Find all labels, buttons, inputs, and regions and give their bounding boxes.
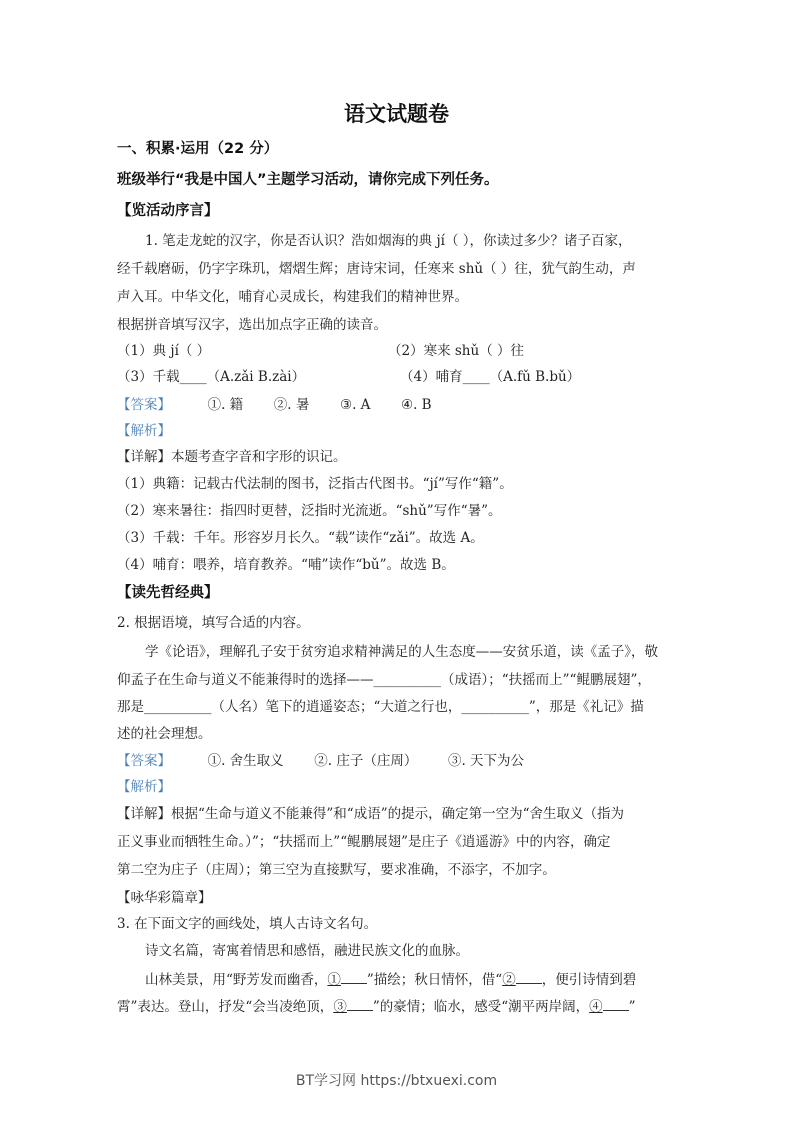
q2-detail: 【详解】根据“生命与道义不能兼得”和“成语”的提示，确定第一空为“舍生取义（指为 [117,806,625,822]
q1-detail: （4）哺育：喂养，培育教养。“哺”读作“bǔ”。故选 B。 [117,557,455,573]
q1-detail: 【详解】本题考查字音和字形的识记。 [117,449,347,465]
q1-para-line: 1. 笔走龙蛇的汉字，你是否认识？浩如烟海的典 jí（ ），你读过多少？诸子百家， [145,233,632,249]
analysis-label: 【解析】 [117,423,171,439]
page-title: 语文试题卷 [344,102,449,126]
answer-item: ①. 舍生取义 [207,753,284,769]
answer-item: ②. 暑 [273,397,310,413]
q1-detail: （3）千载：千年。形容岁月长久。“载”读作“zǎi”。故选 A。 [117,530,484,546]
task-intro: 班级举行“我是中国人”主题学习活动，请你完成下列任务。 [117,172,499,188]
q1-detail: （2）寒来暑往：指四时更替，泛指时光流逝。“shǔ”写作“暑”。 [117,503,502,519]
analysis-label: 【解析】 [117,779,171,795]
q2-para-line: 仰孟子在生命与道义不能兼得时的选择——__________（成语）；“扶摇而上”“鲲鹏展翅”， [117,672,651,688]
blank-marker-1: ① [327,972,341,988]
q1-para-line: 声入耳。中华文化，哺育心灵成长，构建我们的精神世界。 [117,289,468,305]
fill-blank [516,969,542,984]
q2-stem: 2. 根据语境，填写合适的内容。 [117,615,310,631]
q2-detail: 第二空为庄子（庄周）；第三空为直接默写，要求准确，不添字，不加字。 [117,862,556,878]
answer-label: 【答案】 [117,753,171,769]
q3-stem: 3. 在下面文字的画线处，填人古诗文名句。 [117,916,378,932]
answer-item: ③. 天下为公 [447,753,525,769]
subsection-title-1: 【览活动序言】 [117,203,219,219]
fill-blank [347,996,373,1011]
blank-marker-4: ④ [589,999,603,1015]
q1-detail: （1）典籍：记载古代法制的图书，泛指古代图书。“jí”写作“籍”。 [117,476,513,492]
answer-item: ④. B [401,397,432,413]
q3-para-line: 山林美景，用“野芳发而幽香，① ”描绘；秋日情怀，借“② ，便引诗情到碧 [145,969,636,990]
q1-item: （1）典 jí（ ） [117,343,211,359]
q2-para-line: 述的社会理想。 [117,726,212,742]
q1-instruction: 根据拼音填写汉字，选出加点字正确的读音。 [117,317,387,333]
q1-item: （3）千载____（A.zǎi B.zài） [117,369,306,385]
q2-detail: 正义事业而牺牲生命。）”；“扶摇而上”“鲲鹏展翅”是庄子《逍遥游》中的内容，确定 [117,834,611,850]
q1-item: （4）哺育____（A.fǔ B.bǔ） [400,369,581,385]
q2-para-line: 那是__________（人名）笔下的逍遥姿态；“大道之行也，__________”，那是《礼记》描 [117,699,644,715]
q1-para-line: 经千载磨砺，仍字字珠玑，熠熠生辉；唐诗宋词，任寒来 shǔ（ ）往，犹气韵生动，声 [117,261,636,277]
q3-para: 诗文名篇，寄寓着情思和感悟，融进民族文化的血脉。 [145,943,469,959]
q1-item: （2）寒来 shǔ（ ）往 [388,343,524,359]
blank-marker-3: ③ [333,999,347,1015]
answer-item: ③. A [339,397,371,413]
section-heading: 一、积累·运用（22 分） [117,141,279,157]
q1-answer-row [117,395,432,415]
answer-item: ①. 籍 [207,397,244,413]
footer-watermark: BT学习网 https://btxuexi.com [295,1073,498,1089]
q2-para-line: 学《论语》，理解孔子安于贫穷追求精神满足的人生态度——安贫乐道，读《孟子》，敬 [145,644,658,660]
blank-marker-2: ② [502,972,516,988]
answer-item: ②. 庄子（庄周） [314,753,418,769]
subsection-title-3: 【咏华彩篇章】 [117,890,212,906]
answer-label: 【答案】 [117,397,171,413]
q3-para-line: 霄”表达。登山，抒发“会当凌绝顶，③ ”的豪情；临水，感受“潮平两岸阔，④ ” [117,996,636,1017]
fill-blank [341,969,367,984]
q2-answer-row [117,751,524,771]
fill-blank [603,996,629,1011]
subsection-title-2: 【读先哲经典】 [117,585,219,601]
